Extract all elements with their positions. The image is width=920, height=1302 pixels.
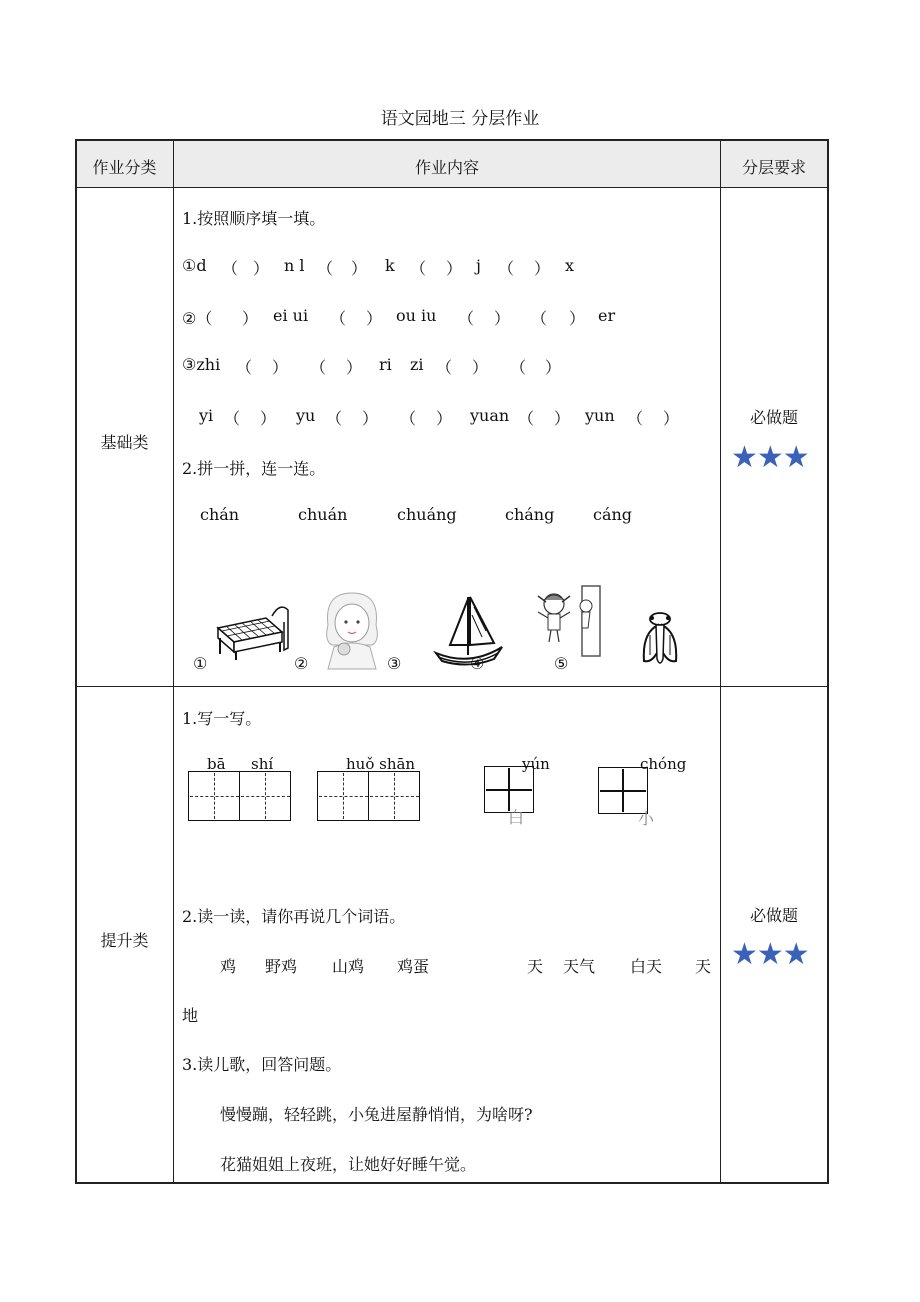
s1-q1-line1-item: （ xyxy=(498,259,515,278)
s1-q1-line2-item: （ xyxy=(330,309,347,328)
s2-q3-title: 3.读儿歌，回答问题。 xyxy=(182,1055,342,1074)
s1-q1-line4-item: yuan xyxy=(470,406,510,425)
grid-guide-line xyxy=(214,773,215,819)
header-requirement: 分层要求 xyxy=(741,158,806,177)
s1-q2-label: ② xyxy=(294,654,309,673)
s1-q1-line2-item: ei ui xyxy=(273,306,309,325)
table-border-top xyxy=(75,139,828,141)
s2-q2-word-wrap: 地 xyxy=(182,1006,199,1025)
s1-q2-label: ① xyxy=(193,654,208,673)
s1-q2-label: ③ xyxy=(387,654,402,673)
table-col-divider-2 xyxy=(720,139,721,1184)
section2-requirement: 必做题 xyxy=(749,906,798,925)
s2-q1-title: 1.写一写。 xyxy=(182,709,262,728)
table-border-bottom xyxy=(75,1182,828,1184)
s1-q1-line4-item: yi xyxy=(199,406,214,425)
s2-q1-pinyin: huǒ shān xyxy=(346,755,416,773)
s1-q1-line1-item: （ xyxy=(222,259,239,278)
s1-q1-line4-item: yun xyxy=(585,406,615,425)
s1-q1-line3-item: ） xyxy=(545,358,562,377)
s1-q1-line3-item: ） xyxy=(472,358,489,377)
s1-q2-label: ④ xyxy=(470,654,485,673)
s1-q1-line4-item: ） xyxy=(663,409,680,428)
s1-q1-line2-item: ②（ xyxy=(182,309,213,328)
s1-q1-line1-item: x xyxy=(565,256,575,275)
s1-q2-pinyin: cáng xyxy=(593,505,633,524)
bed-icon xyxy=(210,596,292,662)
section1-category: 基础类 xyxy=(100,433,149,452)
s2-q2-title: 2.读一读，请你再说几个词语。 xyxy=(182,907,406,926)
s1-q1-line3-item: ③zhi xyxy=(182,355,221,374)
grid-guide-line xyxy=(394,773,395,819)
s1-q1-line3-item: ri xyxy=(379,355,392,374)
s1-q1-line1-item: ） xyxy=(534,259,551,278)
s2-q1-hint: 白 xyxy=(508,808,525,827)
s2-q2-word: 野鸡 xyxy=(265,957,298,976)
s1-q1-line2-item: ） xyxy=(242,309,259,328)
s1-q1-line1-item: ） xyxy=(446,259,463,278)
table-border-left xyxy=(75,139,77,1184)
s1-q1-line2-item: ） xyxy=(494,309,511,328)
s1-q1-line1-item: （ xyxy=(317,259,334,278)
table-border-right xyxy=(827,139,829,1184)
s2-q1-hint: 小 xyxy=(638,809,655,828)
s1-q1-line2-item: （ xyxy=(531,309,548,328)
s1-q1-line1-item: j xyxy=(476,256,481,275)
s1-q1-line2-item: er xyxy=(598,306,616,325)
s1-q1-line4-item: ） xyxy=(362,409,379,428)
s2-q2-word: 鸡蛋 xyxy=(397,957,430,976)
s2-q1-pinyin: yún xyxy=(522,755,550,773)
s1-q1-line4-item: ） xyxy=(436,409,453,428)
s1-q1-line3-item: zi xyxy=(410,355,424,374)
s1-q1-title: 1.按照顺序填一填。 xyxy=(182,209,326,228)
s1-q2-pinyin: cháng xyxy=(505,505,555,524)
page-title: 语文园地三 分层作业 xyxy=(380,109,540,129)
s1-q1-line4-item: （ xyxy=(400,409,417,428)
header-category: 作业分类 xyxy=(92,158,157,177)
table-border-header xyxy=(75,187,828,188)
table-col-divider-1 xyxy=(173,139,174,1184)
grid-guide-line xyxy=(319,796,419,797)
s2-q2-word: 山鸡 xyxy=(332,957,365,976)
s1-q1-line4-item: ） xyxy=(260,409,277,428)
header-content: 作业内容 xyxy=(414,158,479,177)
s1-q1-line4-item: （ xyxy=(224,409,241,428)
s1-q1-line1-item: n l xyxy=(284,256,305,275)
sailboat-icon xyxy=(432,593,506,669)
s1-q1-line1-item: ①d xyxy=(182,256,207,275)
cicada-icon xyxy=(638,611,682,671)
girl-icon xyxy=(318,589,386,671)
s1-q1-line2-item: （ xyxy=(458,309,475,328)
s2-q2-word: 白天 xyxy=(630,957,663,976)
s1-q1-line4-item: ） xyxy=(554,409,571,428)
grid-guide-line xyxy=(190,796,290,797)
s2-q3-line: 花猫姐姐上夜班，让她好好睡午觉。 xyxy=(220,1155,477,1174)
section1-requirement: 必做题 xyxy=(749,408,798,427)
s1-q1-line1-item: k xyxy=(385,256,395,275)
s1-q1-line4-item: （ xyxy=(627,409,644,428)
s1-q1-line2-item: ） xyxy=(366,309,383,328)
s2-q2-word: 天 xyxy=(695,957,712,976)
s1-q2-pinyin: chuáng xyxy=(397,505,457,524)
section2-category: 提升类 xyxy=(100,931,149,950)
s2-q2-word: 鸡 xyxy=(220,957,237,976)
s2-q1-pinyin: chóng xyxy=(640,755,687,773)
section2-stars-icon: ★★★ xyxy=(731,937,809,972)
s1-q1-line1-item: （ xyxy=(410,259,427,278)
s1-q1-line3-item: （ xyxy=(236,358,253,377)
s1-q1-line1-item: ） xyxy=(351,259,368,278)
s1-q2-label: ⑤ xyxy=(554,654,569,673)
s2-q1-pinyin: bā xyxy=(207,755,226,773)
s1-q1-line2-item: ） xyxy=(569,309,586,328)
s1-q1-line4-item: yu xyxy=(296,406,316,425)
s1-q2-pinyin: chán xyxy=(200,505,240,524)
grid-guide-line xyxy=(343,773,344,819)
s1-q1-line4-item: （ xyxy=(326,409,343,428)
s2-q2-word: 天 xyxy=(527,957,544,976)
s1-q1-line1-item: ） xyxy=(253,259,270,278)
s2-q2-word: 天气 xyxy=(563,957,596,976)
table-border-mid xyxy=(75,686,828,687)
s1-q1-line4-item: （ xyxy=(518,409,535,428)
s2-q1-pinyin: shí xyxy=(251,755,274,773)
hide-and-seek-icon xyxy=(530,582,602,658)
s1-q1-line3-item: （ xyxy=(510,358,527,377)
grid-guide-line xyxy=(622,769,624,812)
s2-q3-line: 慢慢蹦，轻轻跳，小兔进屋静悄悄，为啥呀? xyxy=(220,1105,533,1124)
s1-q1-line3-item: ） xyxy=(272,358,289,377)
grid-guide-line xyxy=(265,773,266,819)
s1-q1-line3-item: （ xyxy=(436,358,453,377)
s1-q1-line2-item: ou iu xyxy=(396,306,437,325)
s1-q2-title: 2.拼一拼，连一连。 xyxy=(182,459,326,478)
s1-q1-line3-item: （ xyxy=(310,358,327,377)
s1-q1-line3-item: ） xyxy=(346,358,363,377)
section1-stars-icon: ★★★ xyxy=(731,440,809,475)
s1-q2-pinyin: chuán xyxy=(298,505,348,524)
